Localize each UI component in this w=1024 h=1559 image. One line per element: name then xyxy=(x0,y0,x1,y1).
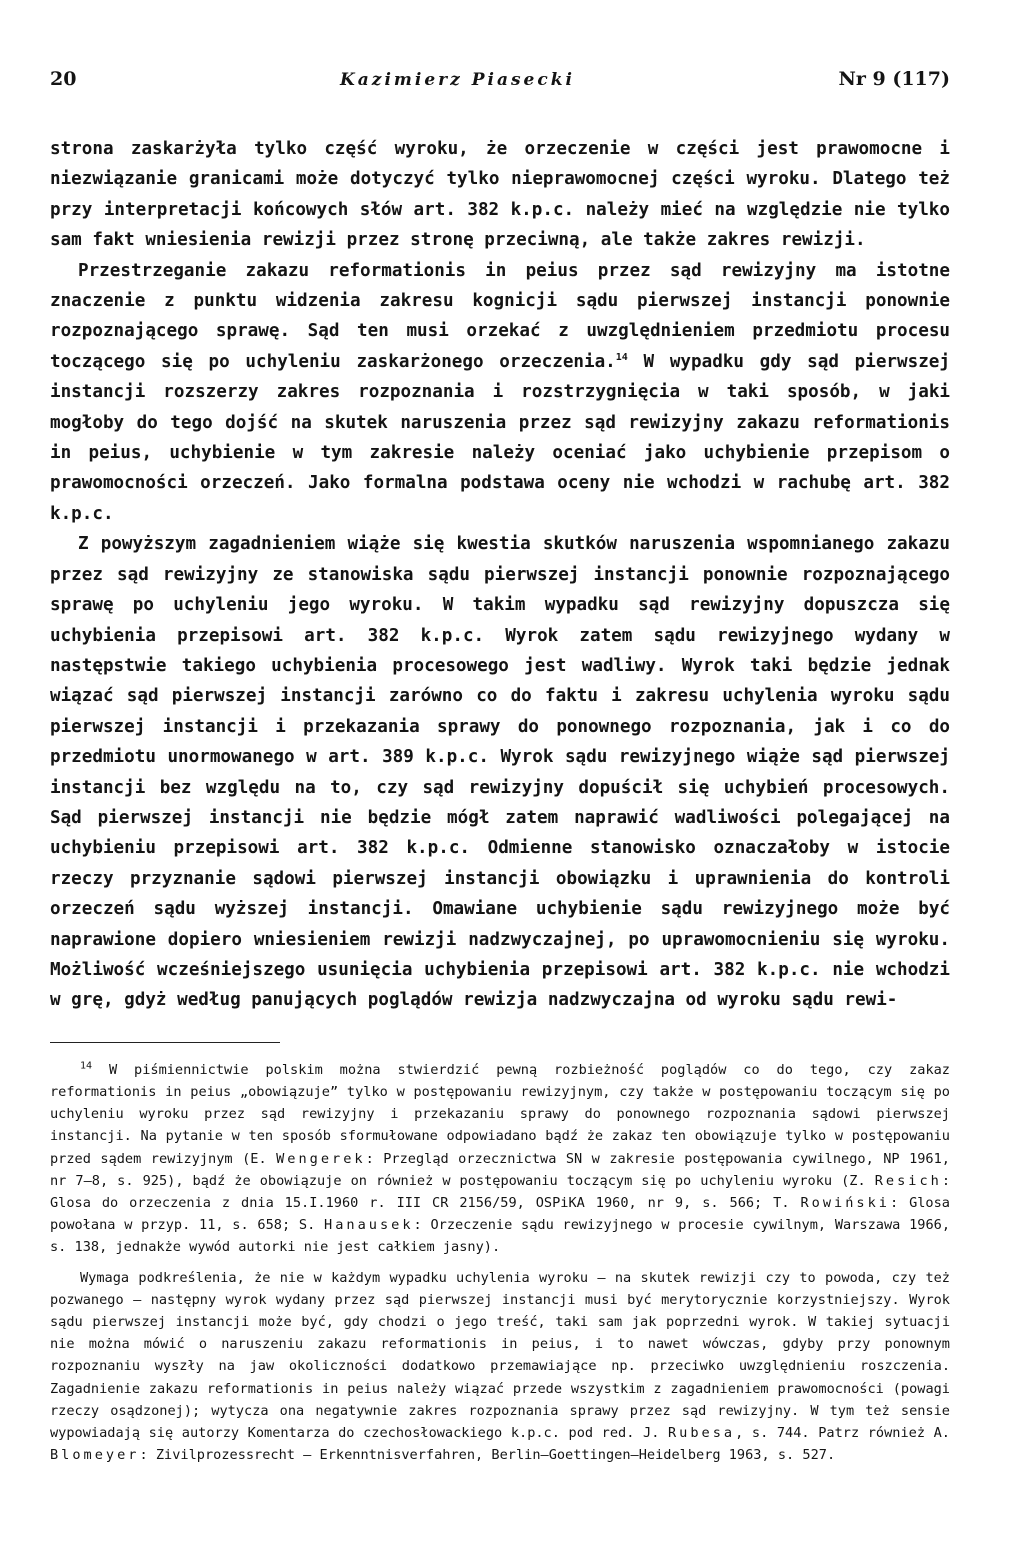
running-head xyxy=(50,66,950,92)
running-head-author: Kazimierz Piasecki xyxy=(340,70,575,90)
footnote-text: , s. 744. Patrz również A. xyxy=(735,1425,950,1442)
footnote-number: 14 xyxy=(80,1060,93,1072)
cited-author: Wengerek xyxy=(276,1150,366,1167)
footnote-text: W piśmiennictwie polskim można stwierdzić pewną rozbieżność poglądów co do tego, czy zakaz reformationis in peius „obowiązuje” tylko w postępowaniu rewizyjnym, czy także w postępowaniu toczącym się po uchyleniu wyroku przez sąd rewizyjny i przekazaniu sprawy do ponownego rozpoznania sądowi pierwszej instancji. Na pytanie w ten sposób sformułowane odpowiadano bądź że zakaz ten obowiązuje tylko w postępowaniu przed sądem rewizyjnym (E. xyxy=(50,1061,950,1167)
paragraph-3: Z powyższym zagadnieniem wiąże się kwestia skutków naruszenia wspomnianego zakazu przez sąd rewizyjny ze stanowiska sądu pierwszej instancji ponownie rozpoznającego sprawę po uchyleniu jego wyroku. W takim wypadku sąd rewizyjny dopuszcza się uchybienia przepisowi art. 382 k.p.c. Wyrok zatem sądu rewizyjnego wydany w następstwie takiego uchybienia procesowego jest wadliwy. Wyrok taki będzie jednak wiązać sąd pierwszej instancji zarówno co do faktu i zakresu uchylenia wyroku sądu pierwszej instancji i przekazania sprawy do ponownego rozpoznania, jak i co do przedmiotu unormowanego w art. 389 k.p.c. Wyrok sądu rewizyjnego wiąże sąd pierwszej instancji bez względu na to, czy sąd rewizyjny dopuścił się uchybień procesowych. Sąd pierwszej instancji nie będzie mógł zatem naprawić wadliwości polegającej na uchybieniu przepisowi art. 382 k.p.c. Odmienne stanowisko oznaczałoby w istocie rzeczy przyznanie sądowi pierwszej instancji obowiązku i uprawnienia do kontroli orzeczeń sądu wyższej instancji. Omawiane uchybienie sądu rewizyjnego może być naprawione dopiero wniesieniem rewizji nadzwyczajnej, po uprawomocnieniu się wyroku. Możliwość wcześniejszego usunięcia uchybienia przepisowi art. 382 k.p.c. nie wchodzi w grę, gdyż według panujących poglądów rewizja nadzwyczajna od wyroku sądu rewi- xyxy=(50,534,950,1011)
footnote-text: Wymaga podkreślenia, że nie w każdym wypadku uchylenia wyroku — na skutek rewizji czy to powoda, czy też pozwanego — następny wyrok wydany przez sąd pierwszej instancji musi być merytorycznie korzystniejszy. Wyrok sądu pierwszej instancji może być, gdy chodzi o jego treść, taki sam jak poprzedni wyrok. W takiej sytuacji nie można mówić o naruszeniu zakazu reformationis in peius, i to nawet wówczas, gdyby przy ponownym rozpoznaniu wyszły na jaw okoliczności dodatkowo przemawiające np. przeciwko uwzględnieniu roszczenia. Zagadnienie zakazu reformationis in peius należy wiązać przede wszystkim z zagadnieniem prawomocności (powagi rzeczy osądzonej); wytycza ona negatywnie zakres rozpoznania sprawy przez sąd rewizyjny. W tym też sensie wypowiadają się autorzy Komentarza do czechosłowackiego k.p.c. pod red. J. xyxy=(50,1269,950,1442)
footnotes xyxy=(50,1059,950,1467)
cited-author: Rowiński xyxy=(800,1195,890,1211)
paragraph-1: strona zaskarżyła tylko część wyroku, że orzeczenie w części jest prawomocne i niezwiązanie granicami może dotyczyć tylko nieprawomocnej części wyroku. Dlatego też przy interpretacji końcowych słów art. 382 k.p.c. należy mieć na względzie nie tylko sam fakt wniesienia rewizji przez stronę przeciwną, ale także zakres rewizji. xyxy=(50,139,950,251)
paragraph-2 xyxy=(50,256,950,530)
footnote-text: : Przegląd orzecznictwa SN w zakresie postępowania cywilnego, NP 1961, nr 7—8, s. 925), bądź że obowiązuje on również w postępowaniu toczącym się po uchyleniu wyroku (Z. xyxy=(50,1150,950,1189)
footnote-reference: 14 xyxy=(615,351,628,363)
footnote-text: : Orzeczenie sądu rewizyjnego w procesie cywilnym, Warszawa 1966, s. 138, jednakże wywód autorki nie jest całkiem jasny). xyxy=(50,1217,951,1256)
cited-author: Rubesa xyxy=(668,1425,736,1442)
issue-number: Nr 9 (117) xyxy=(838,68,950,90)
footnote-14 xyxy=(50,1059,950,1259)
cited-author: Hanausek xyxy=(324,1217,414,1234)
footnote-text: : Glosa powołana w przyp. 11, s. 658; S. xyxy=(50,1195,950,1234)
footnote-text: : Glosa do orzeczenia z dnia 15.I.1960 r. III CR 2156/59, OSPiKA 1960, nr 9, s. 566; T. xyxy=(50,1172,950,1211)
footnote-continuation xyxy=(50,1267,950,1467)
main-text xyxy=(50,134,950,1016)
footnote-divider xyxy=(50,1042,280,1043)
cited-author: Blomeyer xyxy=(50,1447,140,1464)
cited-author: Resich xyxy=(874,1172,942,1189)
paragraph-2-part-b: W wypadku gdy sąd pierwszej instancji rozszerzy zakres rozpoznania i rozstrzygnięcia w taki sposób, w jaki mogłoby do tego dojść na skutek naruszenia przez sąd rewizyjny zakazu reformationis in peius, uchybienie w tym zakresie należy oceniać jako uchybienie przepisom o prawomocności orzeczeń. Jako formalna podstawa oceny nie wchodzi w rachubę art. 382 k.p.c. xyxy=(50,351,950,524)
page-number: 20 xyxy=(50,68,77,90)
paragraph-2-part-a: Przestrzeganie zakazu reformationis in peius przez sąd rewizyjny ma istotne znaczenie z punktu widzenia zakresu kognicji sądu pierwszej instancji ponownie rozpoznającego sprawę. Sąd ten musi orzekać z uwzględnieniem przedmiotu procesu toczącego się po uchyleniu zaskarżonego orzeczenia. xyxy=(50,260,950,372)
footnote-text: : Zivilprozessrecht — Erkenntnisverfahren, Berlin—Goettingen—Heidelberg 1963, s. 527. xyxy=(139,1447,836,1464)
